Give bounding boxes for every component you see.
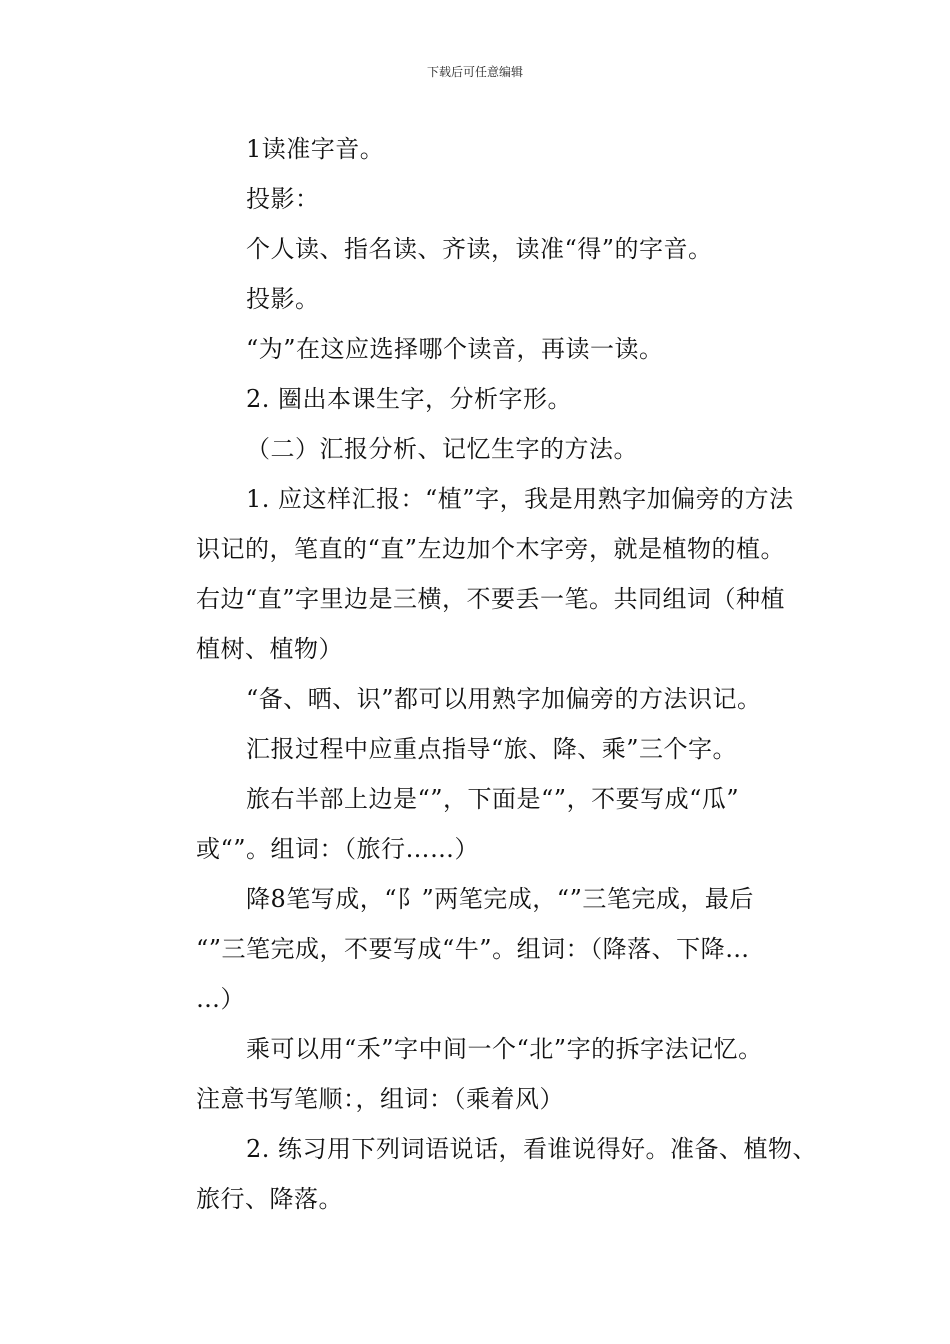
text-line: 注意书写笔顺：，组词：（乘着风） bbox=[196, 1085, 564, 1113]
paragraph-projection-2 bbox=[146, 274, 810, 324]
text-line: “为”在这应选择哪个读音，再读一读。 bbox=[246, 335, 664, 363]
paragraph-bei-shai-shi bbox=[146, 674, 810, 724]
text-line: 1. 应这样汇报：“植”字，我是用熟字加偏旁的方法 bbox=[246, 485, 794, 513]
text-line: 旅行、降落。 bbox=[196, 1185, 343, 1213]
text-line: 投影： bbox=[246, 185, 320, 213]
paragraph-lv-character bbox=[146, 774, 810, 874]
text-line: 汇报过程中应重点指导“旅、降、乘”三个字。 bbox=[246, 735, 738, 763]
paragraph-jiang-character bbox=[146, 874, 810, 1024]
paragraph-key-guidance bbox=[146, 724, 810, 774]
text-line: “”三笔完成，不要写成“牛”。组词：（降落、下降… bbox=[196, 935, 750, 963]
paragraph-practice-sentences bbox=[146, 1124, 818, 1224]
text-line: 2. 练习用下列词语说话，看谁说得好。准备、植物、 bbox=[246, 1135, 818, 1163]
section-heading-report bbox=[146, 424, 810, 474]
text-line: 乘可以用“禾”字中间一个“北”字的拆字法记忆。 bbox=[246, 1035, 763, 1063]
text-line: “备、晒、识”都可以用熟字加偏旁的方法识记。 bbox=[246, 685, 762, 713]
paragraph-wei-pronunciation bbox=[146, 324, 810, 374]
text-line: 个人读、指名读、齐读，读准“得”的字音。 bbox=[246, 235, 713, 263]
text-line: 植树、植物） bbox=[196, 635, 343, 663]
text-line: 2. 圈出本课生字，分析字形。 bbox=[246, 385, 573, 413]
text-line: 识记的，笔直的“直”左边加个木字旁，就是植物的植。 bbox=[196, 535, 786, 563]
paragraph-circle-characters bbox=[146, 374, 810, 424]
paragraph-projection bbox=[146, 174, 810, 224]
paragraph-cheng-character bbox=[146, 1024, 810, 1124]
paragraph-read-pronunciation bbox=[146, 124, 810, 174]
page-header: 下载后可任意编辑 bbox=[426, 65, 523, 79]
text-line: 右边“直”字里边是三横，不要丢一笔。共同组词（种植 bbox=[196, 585, 786, 613]
text-line: 或“”。组词：（旅行……） bbox=[196, 835, 480, 863]
document-body bbox=[146, 124, 818, 1224]
text-line: 降8笔写成，“阝”两笔完成，“”三笔完成，最后 bbox=[246, 885, 754, 913]
text-line: 1读准字音。 bbox=[246, 135, 385, 163]
text-line: 投影。 bbox=[246, 285, 320, 313]
paragraph-reading-methods bbox=[146, 224, 810, 274]
text-line: （二）汇报分析、记忆生字的方法。 bbox=[246, 435, 638, 463]
text-line: 旅右半部上边是“”，下面是“”，不要写成“瓜” bbox=[246, 785, 740, 813]
paragraph-zhi-report bbox=[146, 474, 810, 674]
text-line: …） bbox=[196, 985, 245, 1013]
